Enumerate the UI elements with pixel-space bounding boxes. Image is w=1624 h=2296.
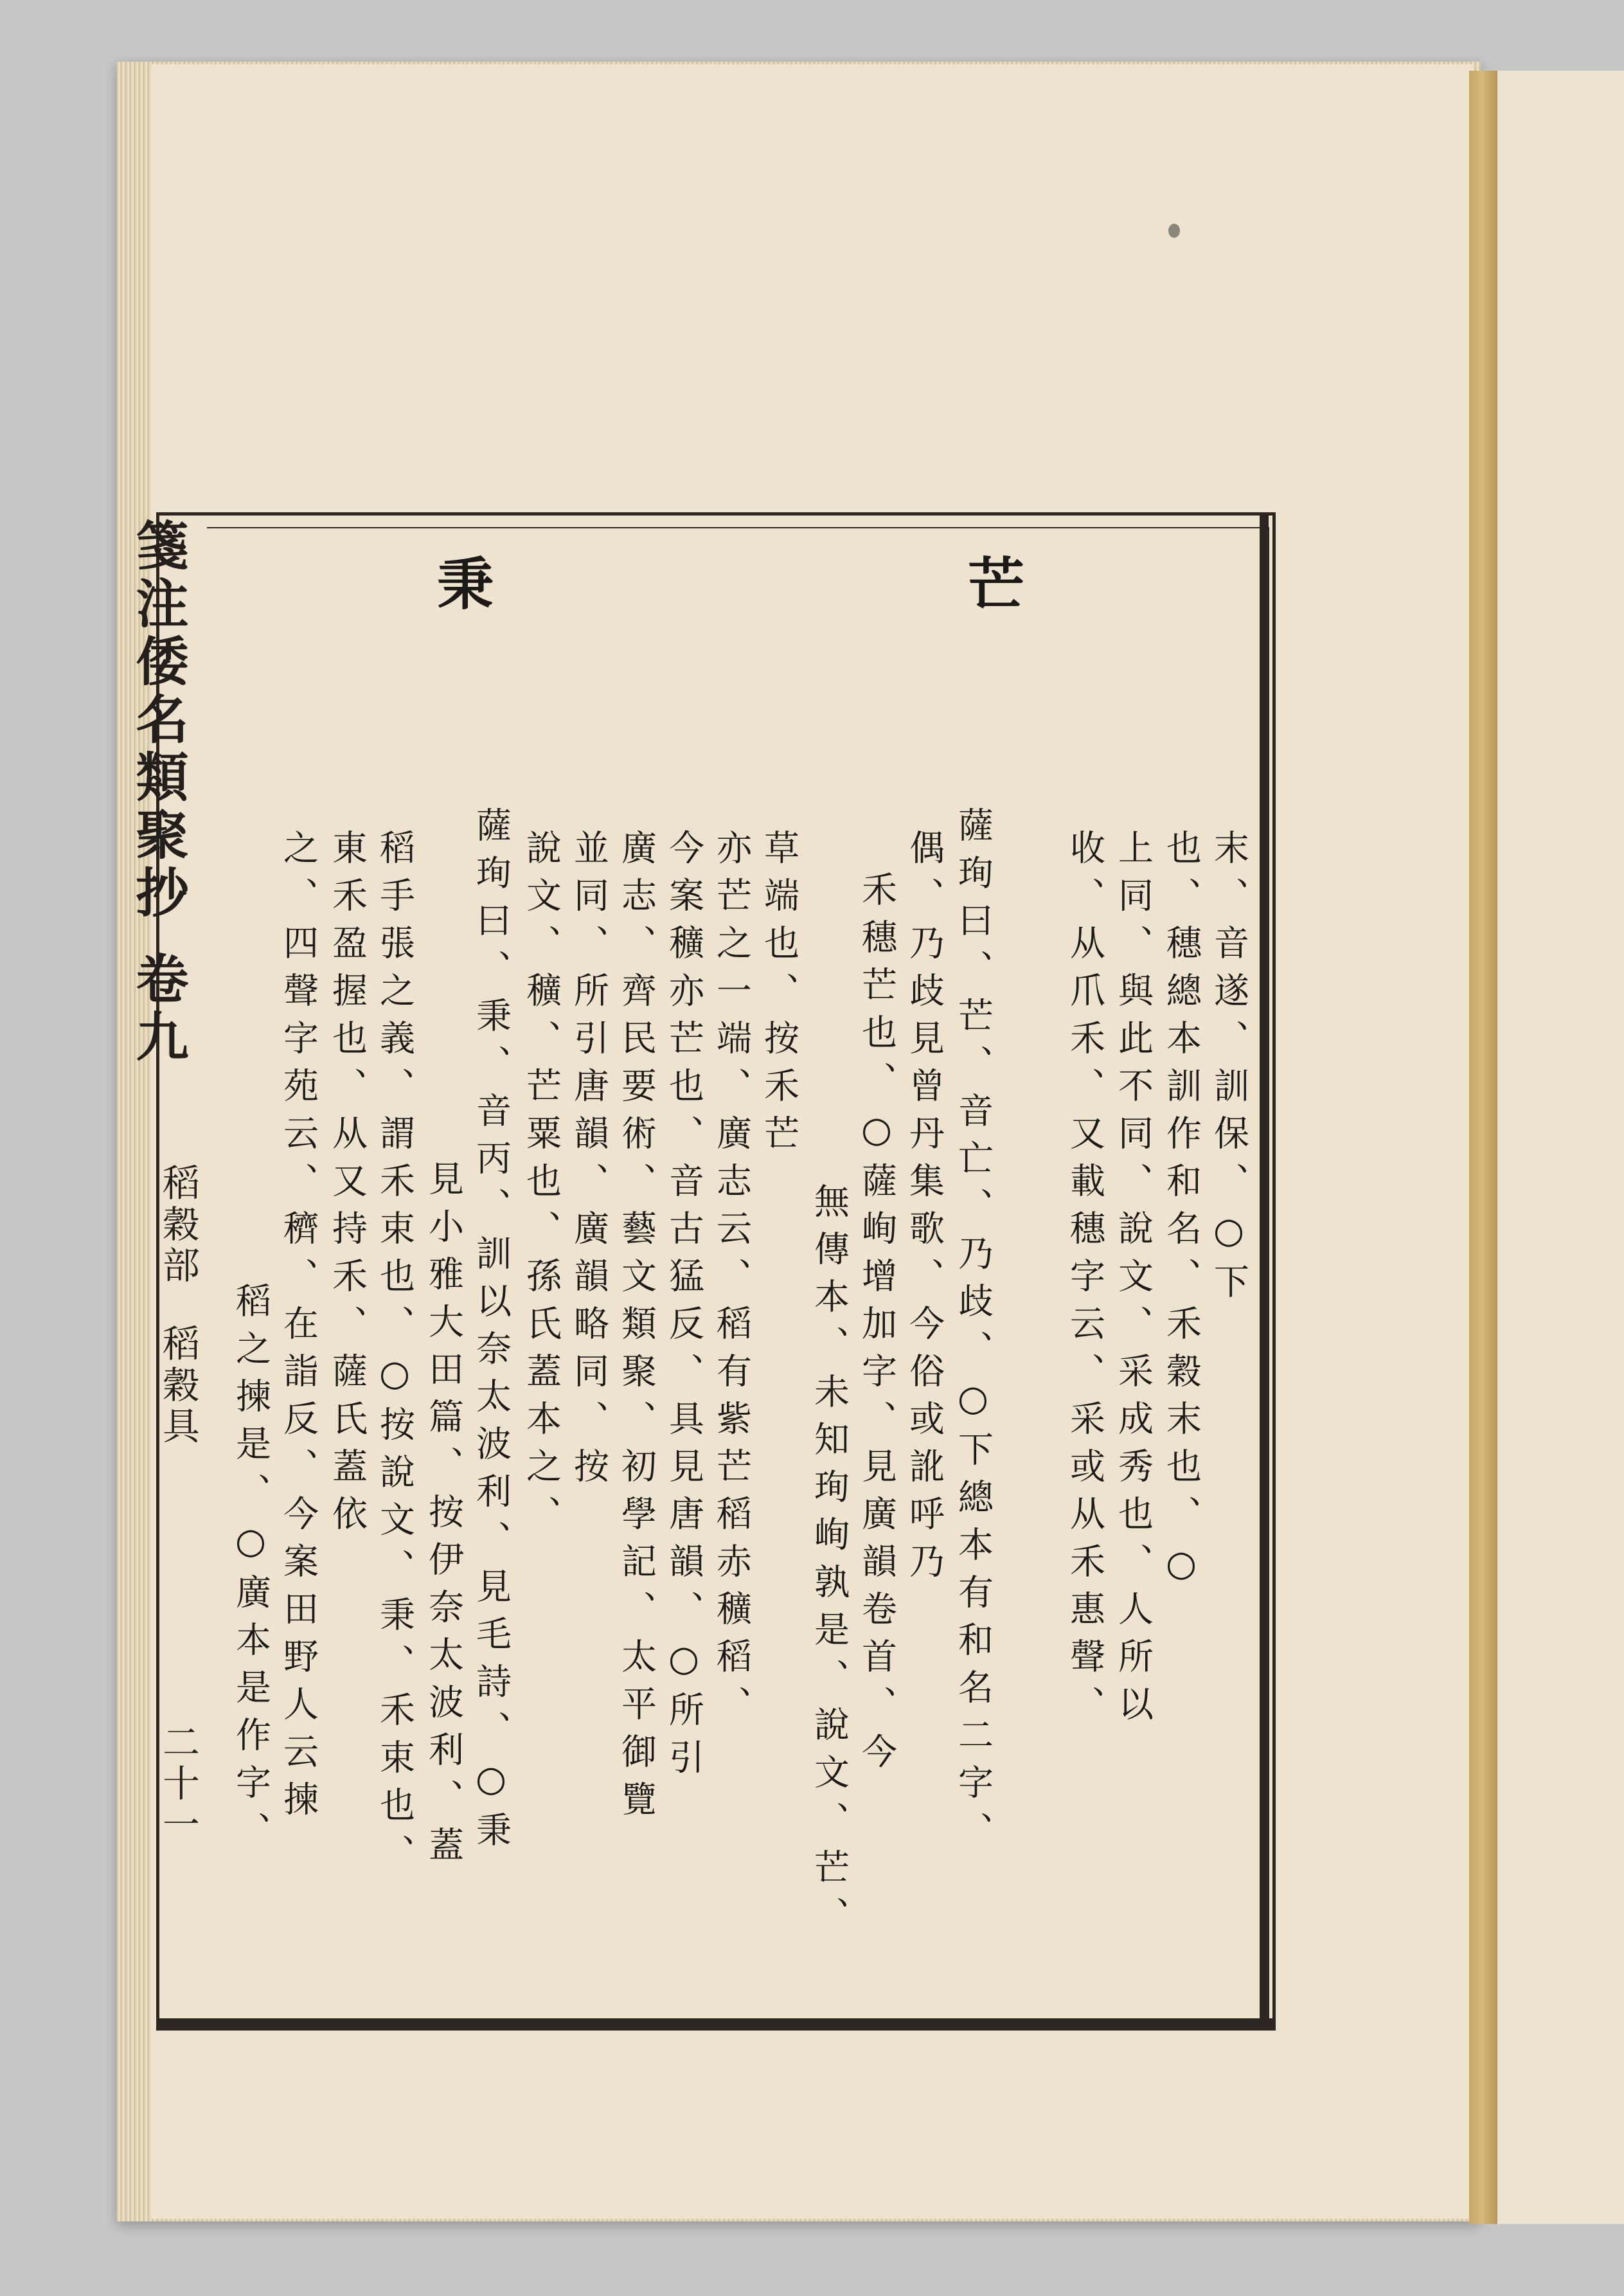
text-column: 薩珣曰、芒、音亡、乃歧、○下總本有和名二字、: [952, 807, 994, 1859]
text-column: 廣志、齊民要術、藝文類聚、初學記、太平御覽: [616, 829, 657, 1828]
text-column: 說文、穬、芒粟也、孫氏蓋本之、: [521, 829, 562, 1543]
margin-volume: 卷九: [127, 951, 189, 1067]
margin-subsection: 稻穀具: [156, 1324, 200, 1448]
text-column: 偶、乃歧見曾丹集歌、今俗或訛呼乃: [904, 829, 945, 1590]
text-column: 也、穗總本訓作和名、禾穀末也、○: [1161, 829, 1202, 1596]
text-column: 末、音遂、訓保、○下: [1208, 829, 1249, 1311]
text-column: 無傳本、未知珣峋孰是、說文、芒、: [808, 1183, 850, 1944]
text-column: 今案穬亦芒也、音古猛反、具見唐韻、○所引: [663, 829, 704, 1786]
text-column: 草端也、按禾芒: [758, 829, 799, 1162]
text-column: 亦芒之一端、廣志云、稻有紫芒稻赤穬稻、: [711, 829, 752, 1733]
text-column: 收、从爪禾、又載穗字云、采或从禾惠聲、: [1064, 829, 1105, 1733]
margin-section: 稻穀部: [156, 1163, 200, 1287]
text-column: 上同、與此不同、說文、采成秀也、人所以: [1112, 829, 1154, 1733]
text-column: 薩珣曰、秉、音丙、訓以奈太波利、見毛詩、○秉: [470, 807, 512, 1859]
facing-page: [1497, 71, 1624, 2224]
page-frame-right-rule: [1260, 512, 1269, 2031]
paper-spot: [1168, 224, 1180, 238]
margin-book-title: 箋注倭名類聚抄: [127, 518, 189, 923]
text-column: 之、四聲字苑云、穧、在詣反、今案田野人云揀: [278, 829, 319, 1828]
text-column: 並同、所引唐韻、廣韻略同、按: [568, 829, 609, 1495]
heading-mang: 芒: [959, 554, 1026, 621]
text-column: 見小雅大田篇、按伊奈太波利、蓋: [423, 1160, 464, 1874]
page-frame-bottom-rule: [156, 2018, 1276, 2027]
text-column: 禾穗芒也、○薩峋增加字、見廣韻卷首、今: [856, 871, 897, 1780]
text-column: 東禾盈握也、从又持禾、薩氏蓋依: [326, 829, 368, 1543]
text-column: 稻之揀是、○廣本是作字、: [230, 1282, 271, 1859]
margin-page-number: 二十一: [156, 1723, 200, 1846]
book-gutter: [1469, 71, 1497, 2224]
text-column: 稻手張之義、謂禾束也、○按說文、秉、禾束也、: [374, 829, 415, 1881]
heading-bing: 秉: [428, 554, 495, 621]
